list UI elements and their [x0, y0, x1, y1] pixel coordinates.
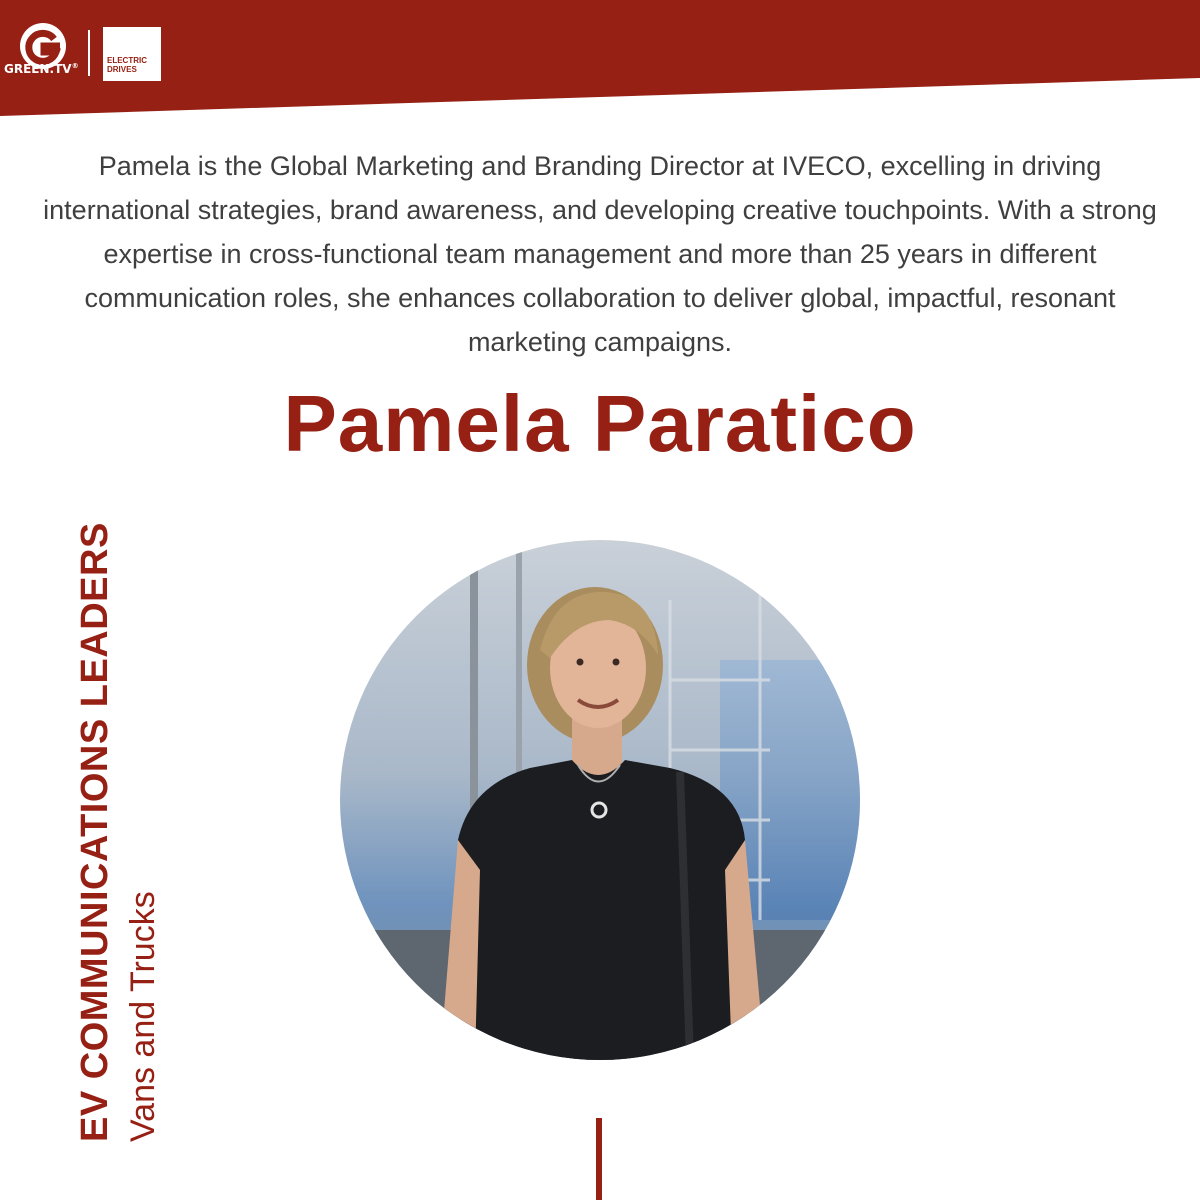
electric-drives-logo-line1: ELECTRIC: [107, 56, 147, 65]
vertical-caption: [70, 460, 170, 1150]
vertical-title: EV COMMUNICATIONS LEADERS: [74, 522, 116, 1142]
header-band: [0, 0, 1200, 120]
green-tv-logo-text: GREEN.TV®: [4, 62, 79, 76]
vertical-subtitle: Vans and Trucks: [124, 891, 162, 1142]
electric-drives-logo: [103, 27, 161, 81]
green-tv-logo-icon: [14, 20, 72, 94]
bottom-rule: [596, 1118, 602, 1200]
bio-paragraph: Pamela is the Global Marketing and Branding Director at IVECO, excelling in driving international strategies, brand awareness, and developing creative touchpoints. With a strong expertise in cross-functional team management and more than 25 years in different communication roles, she enhances collaboration to deliver global, impactful, resonant marketing campaigns.: [43, 151, 1157, 357]
electric-drives-logo-line2: DRIVES: [107, 65, 137, 74]
portrait-photo: [340, 540, 860, 1060]
person-name: Pamela Paratico: [283, 379, 917, 468]
logo-divider: [88, 30, 90, 76]
